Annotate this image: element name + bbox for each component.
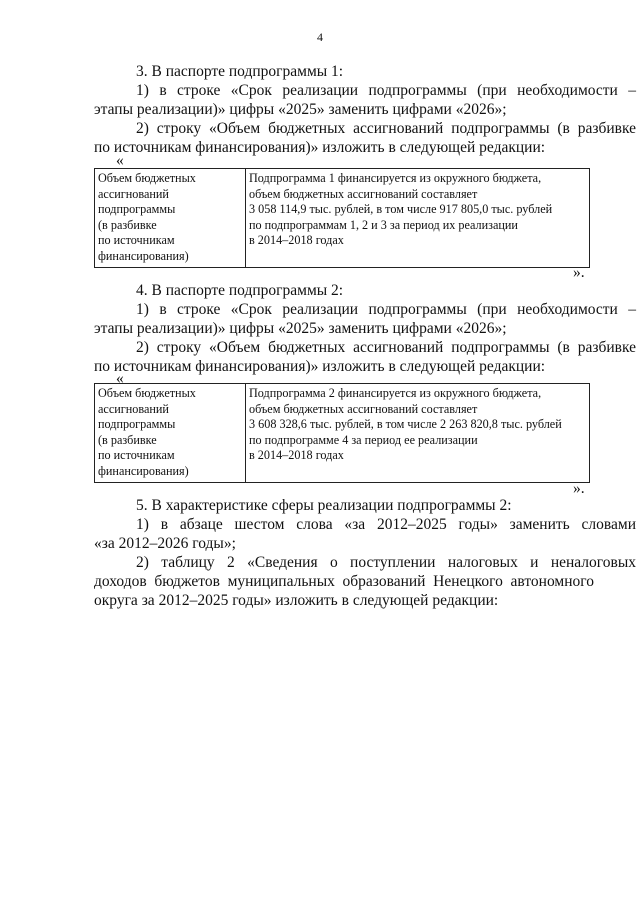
close-quote: ».	[573, 264, 585, 281]
content-line: в 2014–2018 годах	[249, 233, 344, 248]
table-1-label-cell	[95, 169, 246, 268]
section-4-item-2-line-1: 2) строку «Объем бюджетных ассигнований подпрограммы (в разбивке	[136, 339, 636, 356]
section-3-item-1-line-2: этапы реализации)» цифры «2025» заменить цифрами «2026»;	[94, 101, 507, 118]
close-quote: ».	[573, 480, 585, 497]
content-line: объем бюджетных ассигнований составляет	[249, 401, 478, 416]
section-4-heading: 4. В паспорте подпрограммы 2:	[136, 282, 344, 299]
label-line: финансирования)	[98, 248, 189, 263]
open-quote: «	[116, 152, 124, 169]
passport-table-2	[94, 383, 590, 483]
table-row	[95, 384, 590, 483]
content-line: 3 058 114,9 тыс. рублей, в том числе 917 805,0 тыс. рублей	[249, 202, 553, 217]
label-line: подпрограммы	[98, 417, 176, 432]
label-line: (в разбивке	[98, 217, 157, 232]
label-line: ассигнований	[98, 401, 169, 416]
label-line: подпрограммы	[98, 202, 176, 217]
content-line: Подпрограмма 2 финансируется из окружного бюджета,	[249, 386, 542, 400]
label-line: по источникам	[98, 233, 175, 248]
open-quote: «	[116, 370, 124, 387]
section-5-item-1-line-1: 1) в абзаце шестом слова «за 2012–2025 годы» заменить словами	[136, 516, 636, 533]
section-3-item-1-line-1: 1) в строке «Срок реализации подпрограммы (при необходимости –	[136, 82, 636, 99]
content-line: в 2014–2018 годах	[249, 448, 344, 463]
table-1-content-cell	[246, 169, 590, 268]
section-5-item-2-line-3: округа за 2012–2025 годы» изложить в следующей редакции:	[94, 592, 499, 609]
content-line: 3 608 328,6 тыс. рублей, в том числе 2 263 820,8 тыс. рублей	[249, 417, 562, 432]
section-4-item-1-line-2: этапы реализации)» цифры «2025» заменить цифрами «2026»;	[94, 320, 507, 337]
label-line: Объем бюджетных	[98, 171, 196, 185]
content-line: объем бюджетных ассигнований составляет	[249, 186, 478, 201]
section-5-item-2-line-2: доходов бюджетов муниципальных образований Ненецкого автономного	[94, 573, 594, 590]
section-5-item-2-line-1: 2) таблицу 2 «Сведения о поступлении налоговых и неналоговых	[136, 554, 636, 571]
section-5-heading: 5. В характеристике сферы реализации подпрограммы 2:	[136, 497, 512, 514]
section-3-heading: 3. В паспорте подпрограммы 1:	[136, 63, 344, 80]
passport-table-1	[94, 168, 590, 268]
section-5-item-1-line-2: «за 2012–2026 годы»;	[94, 535, 236, 552]
content-line: Подпрограмма 1 финансируется из окружного бюджета,	[249, 171, 542, 185]
label-line: ассигнований	[98, 186, 169, 201]
content-line: по подпрограммам 1, 2 и 3 за период их реализации	[249, 217, 518, 232]
label-line: по источникам	[98, 448, 175, 463]
label-line: (в разбивке	[98, 432, 157, 447]
table-2-content-cell	[246, 384, 590, 483]
page-number: 4	[317, 30, 323, 44]
section-3-item-2-line-1: 2) строку «Объем бюджетных ассигнований подпрограммы (в разбивке	[136, 120, 636, 137]
section-4-item-2-line-2: по источникам финансирования)» изложить в следующей редакции:	[94, 358, 546, 375]
label-line: Объем бюджетных	[98, 386, 196, 400]
label-line: финансирования)	[98, 463, 189, 478]
table-2-label-cell	[95, 384, 246, 483]
section-3-item-2-line-2: по источникам финансирования)» изложить в следующей редакции:	[94, 139, 546, 156]
content-line: по подпрограмме 4 за период ее реализации	[249, 432, 478, 447]
table-row	[95, 169, 590, 268]
section-4-item-1-line-1: 1) в строке «Срок реализации подпрограммы (при необходимости –	[136, 301, 636, 318]
